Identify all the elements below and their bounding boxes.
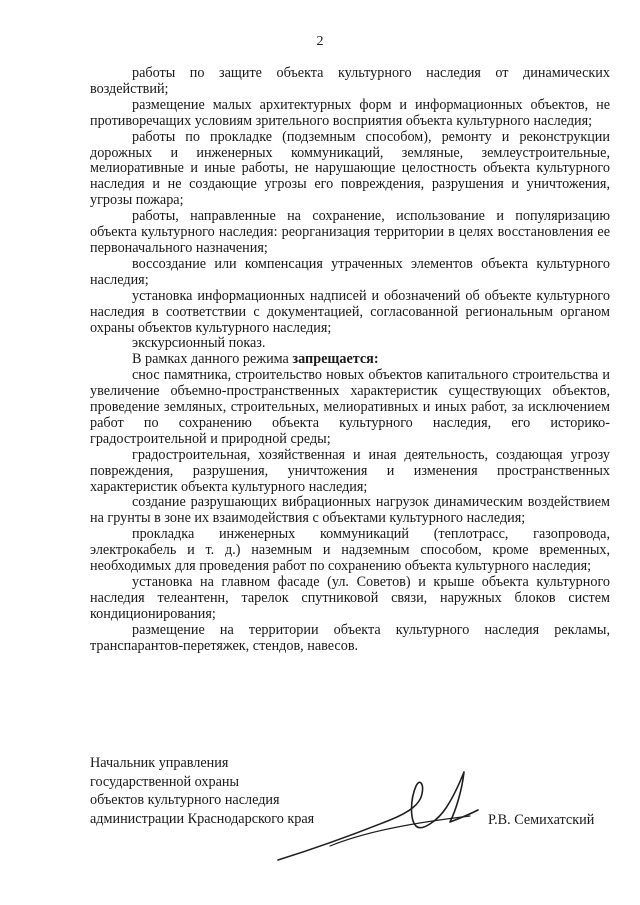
handwritten-signature [270,760,480,870]
signatory-title-line-2: государственной охраны [90,773,240,790]
signatory-title-line-1: Начальник управления [90,755,229,771]
signatory-name: Р.В. Семихатский [488,812,595,828]
paragraph-allowed-7: экскурсионный показ. [132,335,266,352]
document-body [90,66,610,655]
paragraph-prohibited-3: создание разрушающих вибрационных нагрузок динамическим воздействием на грунты в зоне их взаимодействия с объектами культурного наследия; [90,494,610,527]
paragraph-allowed-2: размещение малых архитектурных форм и информационных объектов, не противоречащих условиям зрительного восприятия объекта культурного наследия; [90,96,610,129]
signatory-title-line-3: объектов культурного наследия [90,792,280,809]
prohibition-lead: В рамках данного режима [132,351,293,368]
page-number: 2 [316,34,324,49]
prohibition-heading [90,352,610,368]
paragraph-allowed-5: воссоздание или компенсация утраченных элементов объекта культурного наследия; [90,255,610,288]
paragraph-prohibited-4: прокладка инженерных коммуникаций (теплотрасс, газопровода, электрокабель и т. д.) наземным и надземным способом, кроме временных, необходимых для проведения работ по сохранению объекта культурного наследия; [90,526,610,575]
paragraph-allowed-4: работы, направленные на сохранение, использование и популяризацию объекта культурного наследия: реорганизация территории в целях восстановления ее первоначального назначения; [90,208,610,256]
paragraph-prohibited-5: установка на главном фасаде (ул. Советов) и крыше объекта культурного наследия телеантенн, тарелок спутниковой связи, наружных блоков систем кондиционирования; [90,574,610,622]
paragraph-prohibited-2: градостроительная, хозяйственная и иная деятельность, создающая угрозу повреждения, разрушения, уничтожения и изменения пространственных характеристик объекта культурного наследия; [90,446,610,495]
paragraph-prohibited-1: снос памятника, строительство новых объектов капитального строительства и увеличение объемно-пространственных характеристик существующих объектов, проведение земляных, строительных, мелиоративных и иных работ, за исключением работ по сохранению объекта культурного наследия, его историко-градостроительной и природной среды; [90,367,610,447]
paragraph-allowed-1: работы по защите объекта культурного наследия от динамических воздействий; [90,65,610,97]
paragraph-allowed-6: установка информационных надписей и обозначений об объекте культурного наследия в соответствии с документацией, согласованной региональным органом охраны объектов культурного наследия; [90,287,610,336]
signatory-title-line-4: администрации Краснодарского края [90,810,315,827]
prohibition-emphasis: запрещается: [292,351,379,368]
paragraph-allowed-3: работы по прокладке (подземным способом), ремонту и реконструкции дорожных и инженерных коммуникаций, земляные, землеустроительные, мелиоративные и иные работы, не нарушающие целостность объекта культурного наследия и не создающие угрозы его повреждения, разрушения и уничтожения, угрозы пожара; [90,128,610,209]
paragraph-prohibited-6: размещение на территории объекта культурного наследия рекламы, транспарантов-перетяжек, стендов, навесов. [90,621,610,654]
